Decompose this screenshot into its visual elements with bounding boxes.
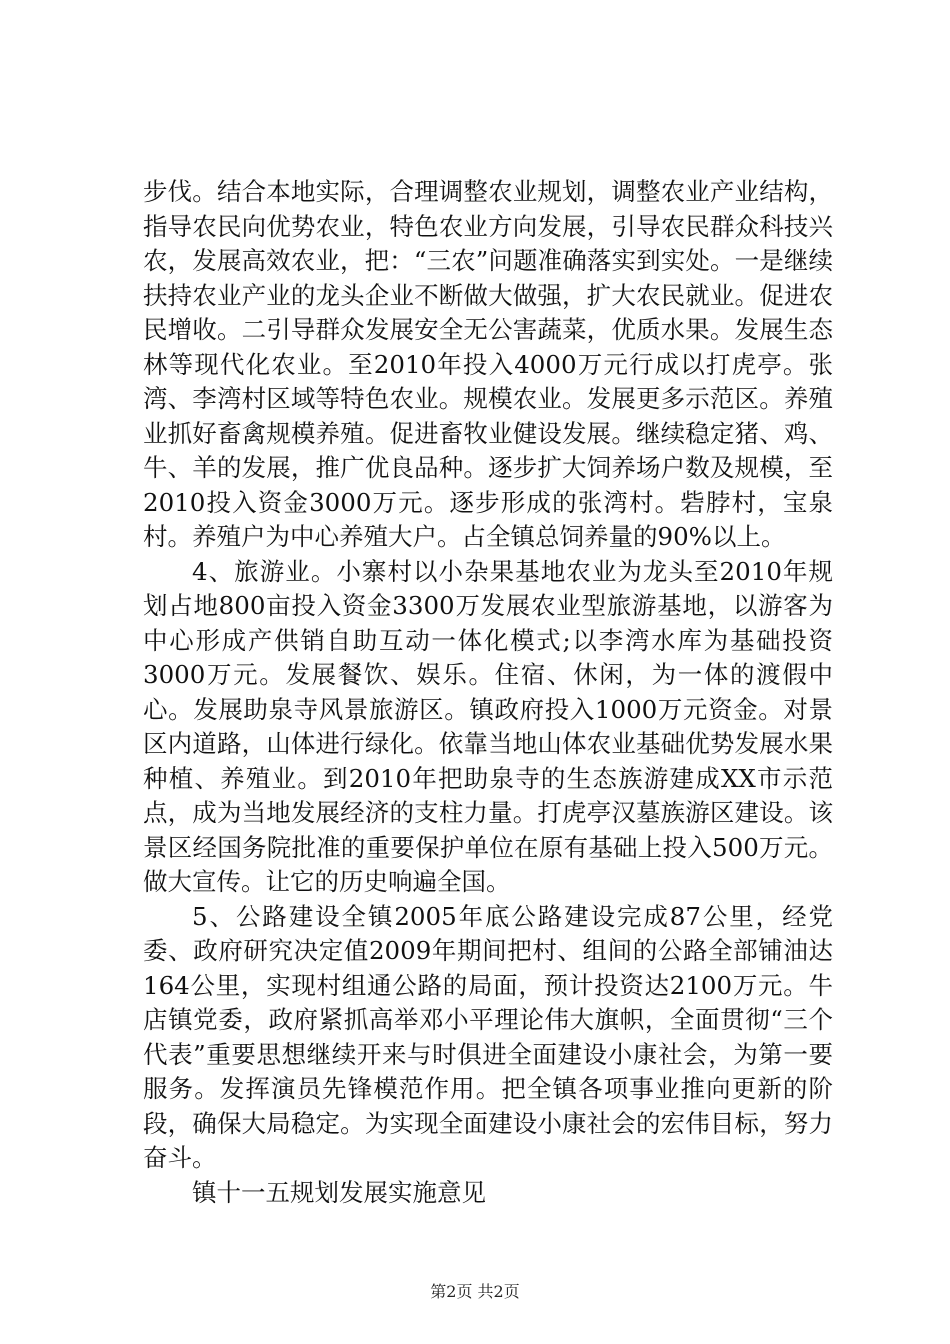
paragraph-agriculture-continued: 步伐。结合本地实际，合理调整农业规划，调整农业产业结构，指导农民向优势农业，特色农业方向发展，引导农民群众科技兴农，发展高效农业，把：“三农”问题准确落实到实处。一是继续扶持农业产业的龙头企业不断做大做强，扩大农民就业。促进农民增收。二引导群众发展安全无公害蔬菜，优质水果。发展生态林等现代化农业。至2010年投入4000万元行成以打虎亭。张湾、李湾村区域等特色农业。规模农业。发展更多示范区。养殖业抓好畜禽规模养殖。促进畜牧业健设发展。继续稳定猪、鸡、牛、羊的发展，推广优良品种。逐步扩大饲养场户数及规模，至2010投入资金3000万元。逐步形成的张湾村。砦脖村，宝泉村。养殖户为中心养殖大户。占全镇总饲养量的90%以上。	[143, 177, 833, 551]
paragraph-road-construction: 5、公路建设全镇2005年底公路建设完成87公里，经党委、政府研究决定值2009年期间把村、组间的公路全部铺油达164公里，实现村组通公路的局面，预计投资达2100万元。牛店镇党委，政府紧抓高举邓小平理论伟大旗帜，全面贯彻“三个代表”重要思想继续开来与时俱进全面建设小康社会，为第一要服务。发挥演员先锋模范作用。把全镇各项事业推向更新的阶段，确保大局稳定。为实现全面建设小康社会的宏伟目标，努力奋斗。	[143, 901, 833, 1172]
page-number-footer: 第2页 共2页	[430, 1282, 520, 1301]
document-body	[143, 175, 833, 1210]
paragraph-document-title-line: 镇十一五规划发展实施意见	[192, 1177, 486, 1207]
paragraph-tourism: 4、旅游业。小寨村以小杂果基地农业为龙头至2010年规划占地800亩投入资金3300万发展农业型旅游基地，以游客为中心形成产供销自助互动一体化模式;以李湾水库为基础投资3000万元。发展餐饮、娱乐。住宿、休闲，为一体的渡假中心。发展助泉寺风景旅游区。镇政府投入1000万元资金。对景区内道路，山体进行绿化。依靠当地山体农业基础优势发展水果种植、养殖业。到2010年把助泉寺的生态族游建成XX市示范点，成为当地发展经济的支柱力量。打虎亭汉墓族游区建设。该景区经国务院批准的重要保护单位在原有基础上投入500万元。做大宣传。让它的历史响遍全国。	[143, 556, 833, 896]
